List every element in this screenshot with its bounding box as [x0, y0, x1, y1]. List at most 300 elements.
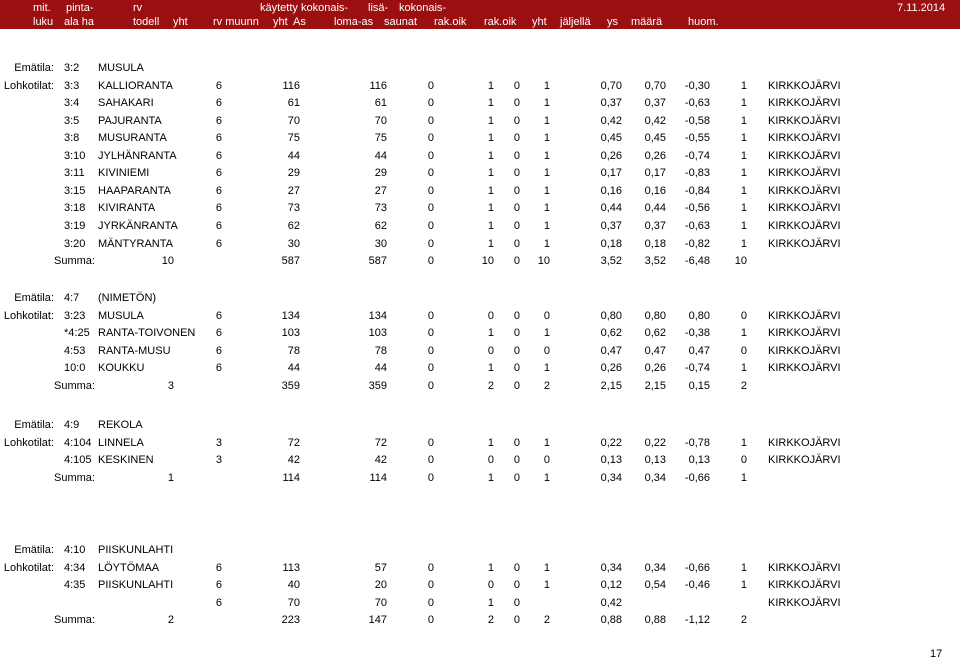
- table-cell: 1: [543, 167, 550, 180]
- header-label: rv: [133, 2, 143, 14]
- summa-cell: 359: [368, 379, 387, 392]
- table-cell: 1: [487, 436, 494, 449]
- table-cell: 1: [487, 149, 494, 162]
- table-cell: MUSULA: [98, 309, 144, 322]
- header-label: kokonais-: [301, 2, 349, 14]
- table-cell: KIRKKOJÄRVI: [768, 79, 841, 92]
- table-cell: MÄNTYRANTA: [98, 237, 173, 250]
- table-cell: 0: [427, 202, 434, 215]
- table-cell: 0: [740, 309, 747, 322]
- table-cell: 3:15: [64, 184, 86, 197]
- table-cell: 27: [374, 184, 387, 197]
- summa-cell: 1: [487, 471, 494, 484]
- table-cell: Lohkotilat:: [3, 309, 54, 322]
- table-cell: 1: [487, 561, 494, 574]
- summa-cell: 3,52: [600, 255, 622, 268]
- table-cell: 3:10: [64, 149, 86, 162]
- table-cell: 0: [513, 184, 520, 197]
- table-cell: KIRKKOJÄRVI: [768, 167, 841, 180]
- table-cell: HAAPARANTA: [98, 184, 171, 197]
- table-cell: KIRKKOJÄRVI: [768, 309, 841, 322]
- table-cell: 1: [543, 97, 550, 110]
- summa-cell: 1: [543, 471, 550, 484]
- table-cell: 1: [543, 561, 550, 574]
- table-cell: 29: [374, 167, 387, 180]
- table-cell: 0,26: [600, 149, 622, 162]
- table-cell: 73: [374, 202, 387, 215]
- table-cell: -0,30: [684, 79, 710, 92]
- table-cell: 30: [287, 237, 300, 250]
- table-cell: 1: [543, 436, 550, 449]
- table-cell: Lohkotilat:: [3, 561, 54, 574]
- table-cell: 70: [374, 114, 387, 127]
- table-cell: 6: [215, 79, 222, 92]
- summa-label: Summa:: [54, 255, 95, 268]
- table-cell: 70: [374, 596, 387, 609]
- table-cell: 1: [740, 149, 747, 162]
- table-cell: 134: [281, 309, 300, 322]
- table-cell: 4:105: [64, 454, 92, 467]
- table-cell: -0,58: [684, 114, 710, 127]
- table-cell: -0,74: [684, 149, 710, 162]
- table-cell: 0,54: [644, 579, 666, 592]
- table-cell: 0: [427, 344, 434, 357]
- header-column: jäljellä: [560, 16, 591, 28]
- header-column: rak.oik: [484, 16, 517, 28]
- header-column: ala ha: [64, 16, 94, 28]
- summa-cell: 223: [281, 614, 300, 627]
- summa-cell: 359: [281, 379, 300, 392]
- table-cell: PAJURANTA: [98, 114, 162, 127]
- table-cell: 62: [287, 219, 300, 232]
- table-cell: 0,44: [644, 202, 666, 215]
- summa-cell: 10: [734, 255, 747, 268]
- table-cell: LINNELA: [98, 436, 144, 449]
- table-cell: 0: [513, 561, 520, 574]
- table-cell: 0: [740, 344, 747, 357]
- summa-cell: 587: [368, 255, 387, 268]
- table-cell: JYLHÄNRANTA: [98, 149, 177, 162]
- table-cell: 0,37: [600, 97, 622, 110]
- table-cell: 0: [513, 167, 520, 180]
- summa-cell: 2: [167, 614, 174, 627]
- table-cell: 0,45: [644, 132, 666, 145]
- table-cell: -0,82: [684, 237, 710, 250]
- table-cell: KIRKKOJÄRVI: [768, 114, 841, 127]
- table-cell: 0,17: [644, 167, 666, 180]
- table-cell: 1: [487, 237, 494, 250]
- table-cell: 0: [513, 132, 520, 145]
- table-cell: 1: [543, 149, 550, 162]
- table-cell: 0: [427, 436, 434, 449]
- table-cell: 1: [487, 167, 494, 180]
- table-cell: 1: [487, 132, 494, 145]
- page-number: 17: [930, 648, 943, 660]
- table-cell: 70: [287, 114, 300, 127]
- summa-cell: 114: [369, 471, 387, 484]
- table-cell: 0,70: [644, 79, 666, 92]
- summa-cell: 2: [740, 379, 747, 392]
- table-cell: 113: [282, 561, 300, 574]
- table-cell: -0,74: [684, 362, 710, 375]
- table-cell: 0: [427, 132, 434, 145]
- table-cell: 0,22: [600, 436, 622, 449]
- summa-label: Summa:: [54, 471, 95, 484]
- table-cell: 6: [215, 309, 222, 322]
- table-cell: 0: [513, 436, 520, 449]
- table-cell: 0: [513, 362, 520, 375]
- header-label: käytetty: [260, 2, 298, 14]
- table-cell: 4:34: [64, 561, 86, 574]
- table-cell: 3:19: [64, 219, 86, 232]
- summa-cell: 0: [427, 255, 434, 268]
- summa-cell: 114: [282, 471, 300, 484]
- table-cell: KIRKKOJÄRVI: [768, 454, 841, 467]
- table-cell: 3:3: [64, 79, 80, 92]
- table-cell: 1: [543, 114, 550, 127]
- header-column: yht: [273, 16, 288, 28]
- emtila-id: 4:9: [64, 419, 80, 431]
- table-cell: 29: [287, 167, 300, 180]
- table-cell: KOUKKU: [98, 362, 145, 375]
- table-cell: Lohkotilat:: [3, 79, 54, 92]
- table-cell: 3: [215, 454, 222, 467]
- table-cell: KIRKKOJÄRVI: [768, 579, 841, 592]
- summa-cell: 2: [487, 379, 494, 392]
- table-cell: 3:20: [64, 237, 86, 250]
- table-cell: 0: [427, 237, 434, 250]
- table-cell: 3:11: [64, 167, 85, 180]
- table-cell: KIRKKOJÄRVI: [768, 436, 841, 449]
- emtila-label: Emätila:: [14, 419, 54, 431]
- table-cell: 0,42: [644, 114, 666, 127]
- summa-cell: -0,66: [684, 471, 710, 484]
- summa-cell: 0: [427, 614, 434, 627]
- emtila-id: 4:10: [64, 544, 86, 556]
- table-cell: 0: [513, 596, 520, 609]
- table-cell: 0: [513, 454, 520, 467]
- table-cell: KIRKKOJÄRVI: [768, 219, 841, 232]
- header-label: pinta-: [66, 2, 94, 14]
- header-column: huom.: [688, 16, 719, 28]
- table-cell: 0: [740, 454, 747, 467]
- table-cell: 0,42: [600, 114, 622, 127]
- summa-cell: 10: [161, 255, 174, 268]
- table-cell: 0: [543, 344, 550, 357]
- table-cell: -0,46: [684, 579, 710, 592]
- table-cell: 4:104: [64, 436, 92, 449]
- table-cell: 0,26: [644, 362, 666, 375]
- summa-cell: 0: [427, 471, 434, 484]
- table-cell: 61: [374, 97, 387, 110]
- summa-cell: 0: [513, 471, 520, 484]
- table-cell: 0,80: [644, 309, 666, 322]
- table-cell: 6: [215, 97, 222, 110]
- table-cell: 1: [543, 237, 550, 250]
- header-column: määrä: [631, 16, 663, 28]
- table-cell: 1: [543, 362, 550, 375]
- table-cell: 27: [287, 184, 300, 197]
- table-cell: 78: [374, 344, 387, 357]
- table-cell: 0,17: [600, 167, 622, 180]
- table-cell: 1: [543, 184, 550, 197]
- table-cell: 6: [215, 362, 222, 375]
- table-cell: KIRKKOJÄRVI: [768, 237, 841, 250]
- table-cell: KIRKKOJÄRVI: [768, 561, 841, 574]
- table-cell: 6: [215, 596, 222, 609]
- table-cell: 72: [374, 436, 387, 449]
- table-cell: *4:25: [64, 327, 90, 340]
- table-cell: KESKINEN: [98, 454, 154, 467]
- table-cell: 44: [287, 362, 300, 375]
- table-cell: 0: [513, 309, 520, 322]
- table-cell: 0: [427, 97, 434, 110]
- summa-cell: 2: [543, 614, 550, 627]
- header-label: lisä-: [368, 2, 389, 14]
- table-cell: KIVIRANTA: [98, 202, 156, 215]
- table-cell: 1: [543, 579, 550, 592]
- table-cell: 6: [215, 202, 222, 215]
- table-cell: 0: [513, 202, 520, 215]
- table-cell: 0,42: [600, 596, 622, 609]
- table-cell: 0: [513, 237, 520, 250]
- table-cell: 1: [487, 596, 494, 609]
- table-cell: 0,62: [600, 327, 622, 340]
- summa-cell: 10: [481, 255, 494, 268]
- table-cell: 44: [287, 149, 300, 162]
- table-cell: 0: [427, 309, 434, 322]
- header-column: rv muunn: [213, 16, 259, 28]
- table-cell: 44: [374, 362, 387, 375]
- table-cell: 0,13: [644, 454, 666, 467]
- table-cell: 3:5: [64, 114, 80, 127]
- table-cell: 70: [287, 596, 300, 609]
- summa-cell: 0: [427, 379, 434, 392]
- table-cell: KIRKKOJÄRVI: [768, 132, 841, 145]
- table-cell: KIRKKOJÄRVI: [768, 202, 841, 215]
- table-cell: 1: [487, 114, 494, 127]
- summa-cell: 0,88: [600, 614, 622, 627]
- table-cell: 0,16: [644, 184, 666, 197]
- table-cell: 0,44: [600, 202, 622, 215]
- table-cell: 1: [543, 132, 550, 145]
- table-cell: 6: [215, 219, 222, 232]
- table-cell: -0,78: [684, 436, 710, 449]
- table-cell: 3:23: [64, 309, 86, 322]
- table-cell: 30: [374, 237, 387, 250]
- table-cell: 72: [287, 436, 300, 449]
- summa-cell: -1,12: [684, 614, 710, 627]
- table-cell: 1: [487, 184, 494, 197]
- table-cell: 4:35: [64, 579, 86, 592]
- table-cell: 44: [374, 149, 387, 162]
- table-cell: 0: [427, 596, 434, 609]
- table-cell: 0: [513, 219, 520, 232]
- table-cell: 0: [427, 327, 434, 340]
- summa-cell: 3: [167, 379, 174, 392]
- table-cell: 3: [215, 436, 222, 449]
- header-column: yht: [173, 16, 188, 28]
- table-cell: Lohkotilat:: [3, 436, 54, 449]
- summa-cell: 2: [543, 379, 550, 392]
- header-column: As: [293, 16, 306, 28]
- summa-cell: 0: [513, 614, 520, 627]
- table-cell: 6: [215, 184, 222, 197]
- table-cell: 1: [487, 97, 494, 110]
- table-cell: KIRKKOJÄRVI: [768, 149, 841, 162]
- table-cell: 1: [543, 202, 550, 215]
- table-cell: -0,55: [684, 132, 710, 145]
- summa-cell: 2: [740, 614, 747, 627]
- table-cell: 0,34: [644, 561, 666, 574]
- table-cell: LÖYTÖMAA: [98, 561, 160, 574]
- table-cell: -0,83: [684, 167, 710, 180]
- table-cell: -0,66: [684, 561, 710, 574]
- table-cell: RANTA-TOIVONEN: [98, 327, 196, 340]
- table-cell: 0: [543, 309, 550, 322]
- table-cell: KIRKKOJÄRVI: [768, 596, 841, 609]
- summa-cell: 1: [167, 471, 174, 484]
- header-label: mit.: [33, 2, 51, 14]
- table-cell: 103: [281, 327, 300, 340]
- table-cell: 61: [287, 97, 300, 110]
- summa-cell: 2: [487, 614, 494, 627]
- table-cell: 42: [287, 454, 300, 467]
- table-cell: 6: [215, 167, 222, 180]
- table-cell: 0: [487, 579, 494, 592]
- table-cell: 0,70: [600, 79, 622, 92]
- table-cell: 1: [740, 327, 747, 340]
- table-cell: -0,84: [684, 184, 710, 197]
- table-cell: 0,80: [600, 309, 622, 322]
- table-cell: 1: [740, 561, 747, 574]
- summa-cell: 0: [513, 255, 520, 268]
- summa-cell: 2,15: [644, 379, 666, 392]
- table-cell: 4:53: [64, 344, 86, 357]
- table-cell: 0,37: [644, 97, 666, 110]
- summa-cell: 0: [513, 379, 520, 392]
- table-cell: MUSURANTA: [98, 132, 167, 145]
- table-cell: 0: [427, 79, 434, 92]
- summa-cell: -6,48: [684, 255, 710, 268]
- table-cell: KIRKKOJÄRVI: [768, 344, 841, 357]
- table-cell: 0: [513, 79, 520, 92]
- table-cell: 0: [427, 362, 434, 375]
- table-cell: 0: [513, 114, 520, 127]
- table-cell: 75: [374, 132, 387, 145]
- table-cell: 1: [740, 79, 747, 92]
- table-cell: 0,47: [600, 344, 622, 357]
- table-cell: 0: [513, 344, 520, 357]
- table-cell: 0: [513, 327, 520, 340]
- table-cell: 40: [287, 579, 300, 592]
- table-cell: 0: [427, 561, 434, 574]
- table-cell: 1: [740, 184, 747, 197]
- table-cell: 0,16: [600, 184, 622, 197]
- table-cell: 0: [427, 114, 434, 127]
- table-cell: 57: [374, 561, 387, 574]
- table-cell: 0,12: [600, 579, 622, 592]
- summa-cell: 587: [281, 255, 300, 268]
- table-cell: 6: [215, 149, 222, 162]
- table-cell: 0: [427, 579, 434, 592]
- table-cell: 0: [427, 454, 434, 467]
- table-cell: -0,38: [684, 327, 710, 340]
- header-label: kokonais-: [399, 2, 447, 14]
- table-cell: 42: [374, 454, 387, 467]
- summa-cell: 3,52: [644, 255, 666, 268]
- header-column: loma-as: [334, 16, 374, 28]
- table-cell: 1: [740, 237, 747, 250]
- emtila-label: Emätila:: [14, 292, 54, 304]
- table-cell: 1: [487, 219, 494, 232]
- table-cell: 1: [543, 327, 550, 340]
- table-cell: -0,56: [684, 202, 710, 215]
- summa-cell: 0,34: [644, 471, 666, 484]
- summa-label: Summa:: [54, 614, 95, 627]
- table-cell: 0: [427, 167, 434, 180]
- table-cell: KIRKKOJÄRVI: [768, 327, 841, 340]
- table-cell: 0,80: [688, 309, 710, 322]
- table-cell: KIVINIEMI: [98, 167, 150, 180]
- table-cell: 103: [368, 327, 387, 340]
- table-cell: 1: [740, 132, 747, 145]
- header-bar: [0, 0, 960, 29]
- table-cell: 1: [740, 167, 747, 180]
- report-date: 7.11.2014: [897, 2, 946, 14]
- table-cell: 6: [215, 561, 222, 574]
- summa-cell: 10: [537, 255, 550, 268]
- table-cell: 134: [368, 309, 387, 322]
- table-cell: 0: [487, 344, 494, 357]
- header-column: todell: [133, 16, 160, 28]
- header-column: ys: [607, 16, 618, 28]
- emtila-name: MUSULA: [98, 62, 144, 74]
- table-cell: 1: [740, 219, 747, 232]
- table-cell: SAHAKARI: [98, 97, 154, 110]
- emtila-id: 3:2: [64, 62, 80, 74]
- table-cell: 1: [740, 97, 747, 110]
- table-cell: 1: [487, 202, 494, 215]
- table-cell: 0: [513, 579, 520, 592]
- header-column: rak.oik: [434, 16, 467, 28]
- emtila-name: REKOLA: [98, 419, 143, 431]
- table-cell: 0,18: [600, 237, 622, 250]
- table-cell: 0: [487, 309, 494, 322]
- header-column: saunat: [384, 16, 418, 28]
- table-cell: RANTA-MUSU: [98, 344, 171, 357]
- table-cell: 0,26: [644, 149, 666, 162]
- emtila-name: (NIMETÖN): [98, 292, 157, 304]
- table-cell: 0,47: [644, 344, 666, 357]
- table-cell: 3:4: [64, 97, 80, 110]
- table-cell: 0: [543, 454, 550, 467]
- table-cell: 6: [215, 132, 222, 145]
- table-cell: JYRKÄNRANTA: [98, 219, 178, 232]
- table-cell: 0: [487, 454, 494, 467]
- table-cell: 73: [287, 202, 300, 215]
- table-cell: 0,26: [600, 362, 622, 375]
- table-cell: 3:8: [64, 132, 80, 145]
- table-cell: 0,62: [644, 327, 666, 340]
- table-cell: 1: [740, 579, 747, 592]
- table-cell: PIISKUNLAHTI: [98, 579, 174, 592]
- table-cell: 1: [543, 79, 550, 92]
- emtila-label: Emätila:: [14, 544, 54, 556]
- table-cell: 0,13: [600, 454, 622, 467]
- table-cell: -0,63: [684, 219, 710, 232]
- summa-cell: 0,34: [600, 471, 622, 484]
